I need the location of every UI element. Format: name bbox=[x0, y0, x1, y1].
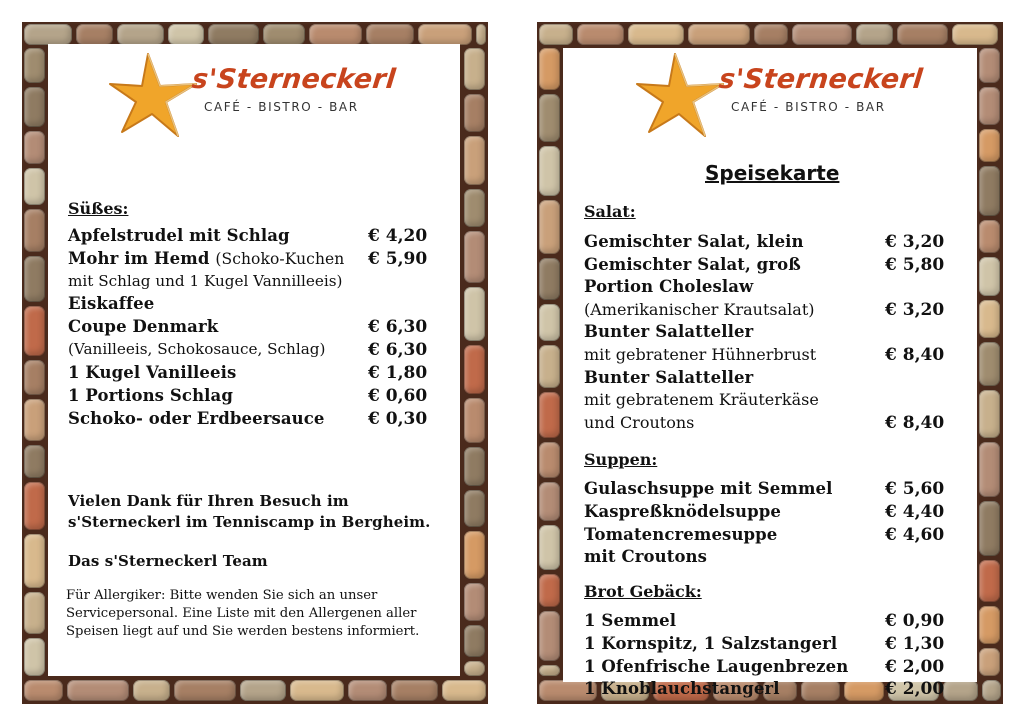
stone-tile bbox=[24, 592, 45, 634]
section-heading-suppen: Suppen: bbox=[584, 450, 658, 469]
stone-tile bbox=[24, 534, 45, 588]
stone-tile bbox=[577, 24, 624, 45]
menu-item-detail: und Croutons bbox=[584, 412, 695, 432]
menu-item-name: Schoko- oder Erdbeersauce bbox=[68, 409, 325, 428]
menu-item-title: Mohr im Hemd bbox=[68, 249, 210, 268]
menu-item-name: 1 Knoblauchstangerl bbox=[584, 679, 780, 699]
menu-item-name: Gemischter Salat, klein bbox=[584, 232, 804, 251]
stone-tile bbox=[464, 189, 485, 227]
stone-tile bbox=[792, 24, 852, 45]
menu-item-price: € 8,40 bbox=[885, 345, 945, 365]
section-heading-salat: Salat: bbox=[584, 202, 636, 221]
stone-tile bbox=[979, 390, 1000, 438]
stone-tile bbox=[464, 531, 485, 579]
menu-item-detail: (Amerikanischer Krautsalat) bbox=[584, 299, 815, 319]
stone-tile bbox=[464, 583, 485, 621]
brand-subtitle: CAFÉ - BISTRO - BAR bbox=[731, 100, 886, 114]
stone-tile bbox=[464, 345, 485, 394]
menu-item-price: € 1,30 bbox=[885, 633, 945, 654]
stone-tile bbox=[979, 129, 1000, 162]
stone-tile bbox=[628, 24, 684, 45]
stone-tile bbox=[979, 648, 1000, 676]
stone-tile bbox=[208, 24, 259, 45]
stone-tile bbox=[539, 48, 560, 90]
stone-tile bbox=[174, 680, 236, 701]
brand-logo bbox=[635, 46, 925, 150]
stone-tile bbox=[309, 24, 362, 45]
stone-tile bbox=[801, 680, 840, 701]
stone-tile bbox=[263, 24, 305, 45]
stone-tile bbox=[24, 360, 45, 395]
menu-item-price: € 0,30 bbox=[368, 409, 428, 429]
menu-item-name: mit Croutons bbox=[584, 547, 708, 567]
stone-tile bbox=[464, 398, 485, 443]
stone-tile bbox=[979, 257, 1000, 296]
menu-paper-left bbox=[48, 44, 460, 676]
menu-item-name: Portion Choleslaw bbox=[584, 277, 754, 297]
stone-tile bbox=[539, 24, 573, 45]
stone-tile bbox=[979, 442, 1000, 497]
page-title: Speisekarte bbox=[705, 161, 840, 185]
menu-item-name: Eiskaffee bbox=[68, 294, 155, 313]
stone-tile bbox=[952, 24, 998, 45]
stone-tile bbox=[476, 24, 486, 45]
menu-card-right bbox=[537, 22, 1003, 704]
stone-tile bbox=[133, 680, 170, 701]
menu-item-price: € 6,30 bbox=[368, 340, 428, 360]
stone-tile bbox=[539, 525, 560, 570]
menu-item-name: Bunter Salatteller bbox=[584, 367, 754, 387]
menu-card-left bbox=[22, 22, 488, 704]
brand-logo bbox=[108, 46, 398, 150]
stone-tile bbox=[24, 256, 45, 302]
menu-item-detail: mit Schlag und 1 Kugel Vannilleeis) bbox=[68, 272, 343, 290]
menu-item-price: € 4,20 bbox=[368, 226, 428, 246]
stone-tile bbox=[464, 625, 485, 657]
stone-tile bbox=[391, 680, 438, 701]
brand-name: s'Sterneckerl bbox=[717, 64, 925, 95]
stone-tile bbox=[539, 442, 560, 478]
stone-tile bbox=[897, 24, 948, 45]
menu-item-name: Gulaschsuppe mit Semmel bbox=[584, 479, 833, 498]
stone-tile bbox=[464, 94, 485, 132]
stone-tile bbox=[24, 306, 45, 356]
stone-tile bbox=[464, 447, 485, 486]
stone-tile bbox=[24, 209, 45, 252]
stone-tile bbox=[67, 680, 129, 701]
menu-item-price: € 0,60 bbox=[368, 386, 428, 406]
stone-tile bbox=[539, 94, 560, 142]
stone-tile bbox=[464, 661, 485, 676]
stone-tile bbox=[240, 680, 286, 701]
stone-tile bbox=[24, 482, 45, 530]
stone-tile bbox=[979, 48, 1000, 83]
stone-tile bbox=[539, 146, 560, 196]
stone-tile bbox=[464, 287, 485, 341]
stone-tile bbox=[24, 131, 45, 164]
menu-item-detail: (Vanilleeis, Schokosauce, Schlag) bbox=[68, 340, 326, 358]
stone-tile bbox=[979, 220, 1000, 253]
menu-item-name: Coupe Denmark bbox=[68, 317, 219, 336]
menu-item-price: € 2,00 bbox=[885, 679, 945, 700]
stone-tile bbox=[24, 638, 45, 676]
menu-item-price: € 3,20 bbox=[885, 299, 945, 320]
stone-tile bbox=[539, 304, 560, 341]
stone-tile bbox=[979, 342, 1000, 386]
thanks-line: Vielen Dank für Ihren Besuch im bbox=[68, 492, 349, 510]
stone-tile bbox=[539, 392, 560, 438]
stone-tile bbox=[539, 482, 560, 521]
allergy-note: Für Allergiker: Bitte wenden Sie sich an unser Servicepersonal. Eine Liste mit den Allergenen aller Speisen liegt auf und Sie werden bestens informiert. bbox=[66, 588, 420, 639]
section-heading-suesses: Süßes: bbox=[68, 199, 129, 218]
menu-item-name: 1 Kugel Vanilleeis bbox=[68, 363, 237, 382]
stone-tile bbox=[979, 606, 1000, 644]
stone-tile bbox=[366, 24, 414, 45]
menu-item-name: Gemischter Salat, groß bbox=[584, 254, 801, 274]
menu-item-name: 1 Semmel bbox=[584, 611, 677, 630]
stone-tile bbox=[24, 24, 72, 45]
menu-item-name: 1 Kornspitz, 1 Salzstangerl bbox=[584, 633, 838, 653]
stone-tile bbox=[979, 87, 1000, 125]
stone-tile bbox=[754, 24, 788, 45]
stone-tile bbox=[979, 300, 1000, 338]
stone-tile bbox=[418, 24, 472, 45]
stone-tile bbox=[76, 24, 113, 45]
stone-tile bbox=[982, 680, 1001, 701]
menu-item-detail: (Schoko-Kuchen bbox=[215, 250, 345, 268]
stone-tile bbox=[844, 680, 884, 701]
menu-item-name: Apfelstrudel mit Schlag bbox=[68, 226, 290, 245]
menu-item-price: € 6,30 bbox=[368, 317, 428, 337]
stone-tile bbox=[24, 87, 45, 127]
star-logo-icon bbox=[635, 46, 755, 150]
stone-tile bbox=[24, 445, 45, 478]
thanks-line: s'Sterneckerl im Tenniscamp in Bergheim. bbox=[68, 513, 431, 531]
menu-item-name: 1 Portions Schlag bbox=[68, 386, 233, 405]
brand-name: s'Sterneckerl bbox=[190, 64, 398, 95]
stone-tile bbox=[464, 136, 485, 185]
menu-item-detail: mit gebratener Hühnerbrust bbox=[584, 345, 817, 364]
menu-item-price: € 5,80 bbox=[885, 254, 945, 275]
stone-tile bbox=[442, 680, 486, 701]
stone-tile bbox=[539, 200, 560, 254]
menu-item-price: € 2,00 bbox=[885, 656, 945, 677]
team-signature: Das s'Sterneckerl Team bbox=[68, 552, 268, 570]
menu-item-name: Bunter Salatteller bbox=[584, 322, 754, 342]
menu-item-detail: mit gebratenem Kräuterkäse bbox=[584, 390, 819, 410]
stone-tile bbox=[539, 345, 560, 388]
section-heading-brot: Brot Gebäck: bbox=[584, 582, 702, 601]
menu-item-price: € 4,60 bbox=[885, 524, 945, 545]
menu-item-price: € 0,90 bbox=[885, 611, 945, 631]
stone-tile bbox=[348, 680, 387, 701]
brand-subtitle: CAFÉ - BISTRO - BAR bbox=[204, 100, 359, 114]
stone-tile bbox=[943, 680, 978, 701]
stone-tile bbox=[464, 490, 485, 527]
menu-item-name bbox=[68, 249, 344, 268]
menu-item-price: € 1,80 bbox=[368, 363, 428, 383]
stone-tile bbox=[464, 48, 485, 90]
menu-item-name: 1 Ofenfrische Laugenbrezen bbox=[584, 656, 849, 676]
menu-item-name: Kaspreßknödelsuppe bbox=[584, 501, 781, 521]
menu-item-price: € 5,60 bbox=[885, 479, 945, 499]
stone-tile bbox=[539, 574, 560, 607]
stone-tile bbox=[979, 560, 1000, 602]
stone-tile bbox=[24, 48, 45, 83]
stone-tile bbox=[688, 24, 750, 45]
menu-item-price: € 3,20 bbox=[885, 232, 945, 252]
stone-tile bbox=[24, 399, 45, 441]
menu-paper-right bbox=[563, 48, 977, 700]
menu-item-price: € 4,40 bbox=[885, 501, 945, 522]
stone-tile bbox=[539, 665, 560, 676]
stone-tile bbox=[168, 24, 204, 45]
menu-item-price: € 8,40 bbox=[885, 412, 945, 433]
stone-tile bbox=[856, 24, 893, 45]
stone-tile bbox=[290, 680, 344, 701]
stone-tile bbox=[24, 680, 63, 701]
stone-tile bbox=[464, 231, 485, 283]
stone-tile bbox=[979, 501, 1000, 556]
menu-item-name: Tomatencremesuppe bbox=[584, 524, 778, 544]
stone-tile bbox=[979, 166, 1000, 216]
stone-tile bbox=[539, 611, 560, 661]
menu-item-price: € 5,90 bbox=[368, 249, 428, 269]
star-logo-icon bbox=[108, 46, 228, 150]
stone-tile bbox=[117, 24, 164, 45]
stone-tile bbox=[539, 258, 560, 300]
stone-tile bbox=[24, 168, 45, 205]
